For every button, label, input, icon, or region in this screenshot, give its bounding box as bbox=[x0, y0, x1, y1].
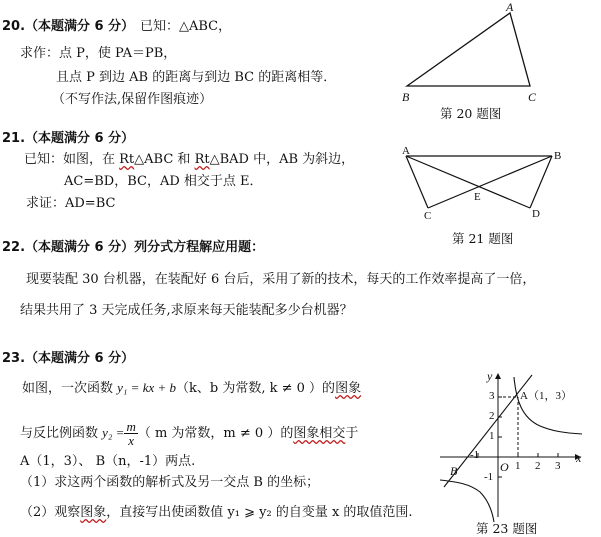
q23-point-b-label: B bbox=[450, 464, 458, 478]
q23-tick-x-3: 3 bbox=[555, 460, 561, 472]
q23-line-3: A（1，3）、 B（n，-1）两点. bbox=[20, 454, 196, 469]
q23-tick-y-1: 1 bbox=[489, 430, 495, 442]
q23-fraction-denominator: x bbox=[128, 433, 135, 448]
q23-line-5-a: （2）观察 bbox=[20, 505, 81, 520]
q20-label-a: A bbox=[506, 0, 514, 14]
q20-given: 已知：△ABC， bbox=[140, 19, 232, 34]
q23-x-axis-label: x bbox=[576, 451, 582, 465]
q23-tick-x-neg1: -1 bbox=[470, 449, 480, 461]
q21-line-1-a: 已知：如图，在 bbox=[24, 152, 120, 167]
q23-line-4: （1）求这两个函数的解析式及另一交点 B 的坐标； bbox=[20, 475, 320, 490]
q20-line-3: 且点 P 到边 AB 的距离与到边 BC 的距离相等． bbox=[56, 70, 337, 85]
q23-line-1-a: 如图，一次函数 bbox=[22, 381, 118, 396]
q23-figure-caption: 第 23 题图 bbox=[476, 521, 538, 536]
q20-label-b: B bbox=[402, 90, 410, 104]
q23-tick-y-neg1: -1 bbox=[484, 471, 494, 483]
q23-line-1-underlined: 图象 bbox=[335, 381, 362, 396]
q23-line-2-underlined: 图象相交 bbox=[293, 426, 346, 441]
q21-rt-2: Rt bbox=[194, 152, 210, 167]
q23-tick-y-3: 3 bbox=[489, 390, 495, 402]
q23-hyperbola-q3 bbox=[440, 480, 494, 522]
q23-point-a-label: A（1，3） bbox=[520, 390, 572, 402]
q21-line-1-b: △ABC 和 bbox=[134, 152, 195, 167]
q23-line-2-b: （ m 为常数，m ≠ 0 ）的 bbox=[137, 426, 294, 441]
q23-tick-x-1: 1 bbox=[515, 460, 521, 472]
q23-fraction-numerator: m bbox=[126, 419, 136, 434]
q23-y-axis-label: y bbox=[487, 369, 493, 383]
q20-line-4: （不写作法,保留作图痕迹） bbox=[52, 92, 213, 107]
q23-heading: 23.（本题满分 6 分） bbox=[2, 351, 135, 366]
q21-label-a: A bbox=[402, 145, 410, 157]
q23-linear-formula: y₁ = kx + b bbox=[117, 380, 177, 395]
q20-line-2: 求作：点 P，使 PA＝PB， bbox=[20, 46, 177, 61]
q21-label-b: B bbox=[554, 150, 562, 162]
q20-figure-caption: 第 20 题图 bbox=[440, 106, 502, 121]
q23-origin-label: O bbox=[500, 460, 509, 474]
q21-line-3: 求证：AD=BC bbox=[26, 196, 116, 211]
q21-label-e: E bbox=[474, 191, 481, 203]
q20-label-c: C bbox=[528, 90, 537, 104]
q20-heading: 20.（本题满分 6 分） bbox=[2, 19, 135, 34]
q21-line-1-c: △BAD 中，AB 为斜边， bbox=[209, 152, 355, 167]
q23-inverse-lhs: y₂ = bbox=[102, 425, 125, 440]
q21-label-d: D bbox=[532, 208, 540, 220]
q23-line-2-a: 与反比例函数 bbox=[20, 426, 103, 441]
q21-figure-caption: 第 21 题图 bbox=[452, 231, 514, 246]
q21-line-2: AC=BD，BC，AD 相交于点 E． bbox=[64, 174, 263, 189]
q23-line-1-b: （k、b 为常数, k ≠ 0 ）的 bbox=[176, 381, 336, 396]
q22-line-1: 现要装配 30 台机器，在装配好 6 台后，采用了新的技术，每天的工作效率提高了一倍， bbox=[26, 272, 536, 287]
q21-rt-1: Rt bbox=[119, 152, 135, 167]
q22-heading: 22.（本题满分 6 分）列分式方程解应用题： bbox=[2, 240, 265, 255]
q23-line-2-c: 于 bbox=[345, 426, 359, 441]
q21-label-c: C bbox=[424, 210, 432, 222]
q23-line-5-b: ，直接写出使函数值 y₁ ⩾ y₂ 的自变量 x 的取值范围. bbox=[106, 505, 413, 520]
q23-line-5-underlined: 图象 bbox=[80, 505, 107, 520]
q22-line-2: 结果共用了 3 天完成任务,求原来每天能装配多少台机器？ bbox=[20, 303, 353, 318]
q21-heading: 21.（本题满分 6 分） bbox=[2, 131, 135, 146]
q23-tick-y-2: 2 bbox=[489, 410, 495, 422]
q23-tick-x-2: 2 bbox=[535, 460, 541, 472]
